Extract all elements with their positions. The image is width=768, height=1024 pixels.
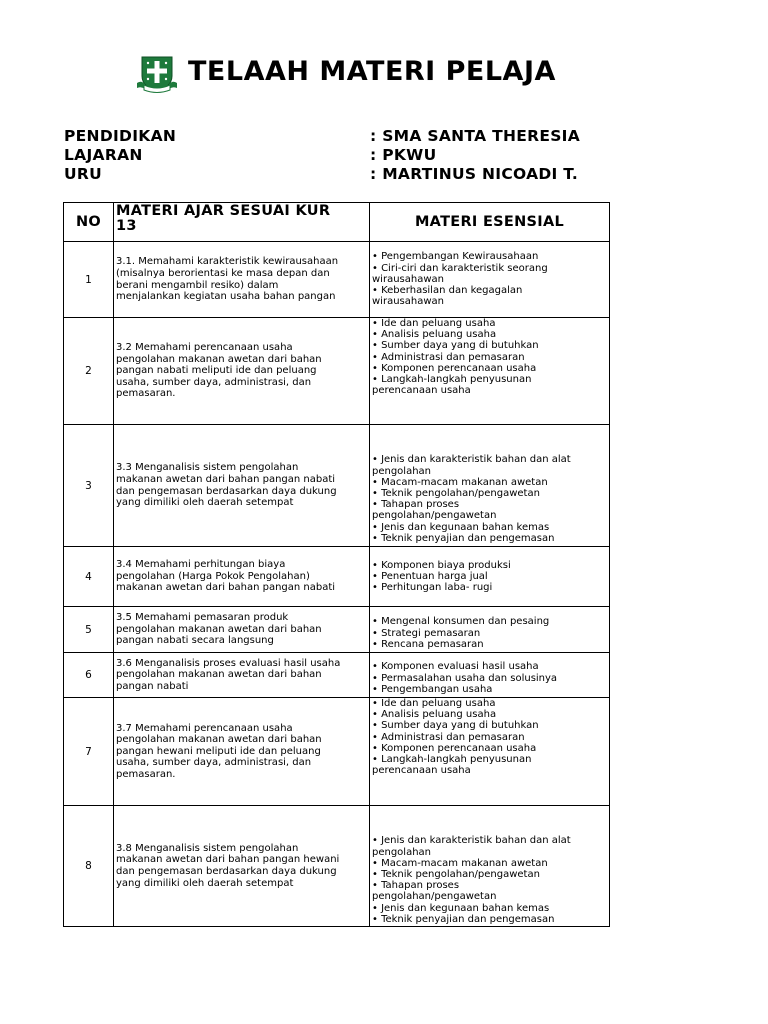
row-number: 1 (63, 241, 114, 318)
esensial-item: • Komponen evaluasi hasil usaha (372, 661, 539, 673)
row-number: 5 (63, 606, 114, 653)
esensial-item: • Pengembangan Kewirausahaan (372, 251, 539, 263)
esensial-item: • Keberhasilan dan kegagalan wirausahawan (372, 285, 523, 308)
esensial-item: • Penentuan harga jual (372, 570, 488, 582)
esensial-item: • Permasalahan usaha dan solusinya (372, 672, 558, 684)
esensial-item: • Komponen perencanaan usaha (372, 742, 537, 754)
esensial-item: • Tahapan proses pengolahan/pengawetan (372, 499, 497, 522)
esensial-item: • Macam-macam makanan awetan (372, 476, 548, 488)
header-materi-esensial: MATERI ESENSIAL (369, 202, 610, 242)
row-materi-ajar: 3.1. Memahami karakteristik kewirausahaan (misalnya berorientasi ke masa depan dan berani mengambil resiko) dalam menjalankan kegiatan usaha bahan pangan (113, 241, 370, 318)
row-materi-esensial (369, 805, 610, 927)
esensial-item: • Sumber daya yang di butuhkan (372, 340, 539, 352)
info-label-subject: LAJARAN (64, 146, 143, 164)
row-materi-esensial (369, 424, 610, 547)
header-no: NO (63, 202, 114, 242)
esensial-item: • Rencana pemasaran (372, 638, 484, 650)
esensial-item: • Analisis peluang usaha (372, 329, 497, 341)
esensial-item: • Perhitungan laba- rugi (372, 582, 493, 594)
row-number: 8 (63, 805, 114, 927)
esensial-item: • Ciri-ciri dan karakteristik seorang wirausahawan (372, 262, 548, 285)
esensial-item: • Pengembangan usaha (372, 683, 493, 695)
header-materi-ajar: MATERI AJAR SESUAI KUR 13 (113, 202, 370, 242)
esensial-item: • Jenis dan karakteristik bahan dan alat pengolahan (372, 835, 571, 858)
esensial-item: • Teknik penyajian dan pengemasan (372, 532, 555, 544)
info-label-teacher: URU (64, 165, 103, 183)
esensial-item: • Strategi pemasaran (372, 627, 481, 639)
row-materi-ajar: 3.5 Memahami pemasaran produk pengolahan makanan awetan dari bahan pangan nabati secara langsung (113, 606, 370, 653)
esensial-item: • Sumber daya yang di butuhkan (372, 720, 539, 732)
esensial-item: • Komponen biaya produksi (372, 559, 511, 571)
esensial-item: • Teknik pengolahan/pengawetan (372, 487, 540, 499)
row-number: 7 (63, 697, 114, 806)
row-number: 4 (63, 546, 114, 607)
esensial-item: • Administrasi dan pemasaran (372, 351, 525, 363)
esensial-item: • Ide dan peluang usaha (372, 698, 496, 709)
row-materi-esensial (369, 317, 610, 425)
document-title: TELAAH MATERI PELAJA (188, 56, 556, 87)
info-value-teacher: : MARTINUS NICOADI T. (370, 165, 579, 183)
esensial-item: • Jenis dan kegunaan bahan kemas (372, 521, 550, 533)
row-materi-ajar: 3.7 Memahami perencanaan usaha pengolahan makanan awetan dari bahan pangan hewani meliputi ide dan peluang usaha, sumber daya, administrasi, dan pemasaran. (113, 697, 370, 806)
esensial-item: • Langkah-langkah penyusunan perencanaan usaha (372, 754, 532, 777)
school-crest-logo (136, 54, 178, 94)
row-materi-ajar: 3.8 Menganalisis sistem pengolahan makanan awetan dari bahan pangan hewani dan pengemasan berdasarkan daya dukung yang dimiliki oleh daerah setempat (113, 805, 370, 927)
esensial-item: • Jenis dan kegunaan bahan kemas (372, 902, 550, 914)
row-number: 3 (63, 424, 114, 547)
esensial-item: • Tahapan proses pengolahan/pengawetan (372, 880, 497, 903)
info-label-school: PENDIDIKAN (64, 127, 177, 145)
esensial-item: • Ide dan peluang usaha (372, 318, 496, 329)
row-materi-ajar: 3.6 Menganalisis proses evaluasi hasil usaha pengolahan makanan awetan dari bahan pangan nabati (113, 652, 370, 698)
row-materi-esensial (369, 652, 610, 698)
info-value-school: : SMA SANTA THERESIA (370, 127, 581, 145)
info-value-subject: : PKWU (370, 146, 437, 164)
esensial-item: • Komponen perencanaan usaha (372, 362, 537, 374)
row-number: 2 (63, 317, 114, 425)
row-materi-esensial (369, 606, 610, 653)
row-materi-esensial (369, 546, 610, 607)
esensial-item: • Langkah-langkah penyusunan perencanaan usaha (372, 374, 532, 397)
esensial-item: • Jenis dan karakteristik bahan dan alat pengolahan (372, 454, 571, 477)
row-materi-esensial (369, 697, 610, 806)
row-materi-ajar: 3.2 Memahami perencanaan usaha pengolahan makanan awetan dari bahan pangan nabati meliputi ide dan peluang usaha, sumber daya, administrasi, dan pemasaran. (113, 317, 370, 425)
row-number: 6 (63, 652, 114, 698)
row-materi-esensial (369, 241, 610, 318)
esensial-item: • Macam-macam makanan awetan (372, 857, 548, 869)
esensial-item: • Mengenal konsumen dan pesaing (372, 616, 550, 628)
row-materi-ajar: 3.3 Menganalisis sistem pengolahan makanan awetan dari bahan pangan nabati dan pengemasan berdasarkan daya dukung yang dimiliki oleh daerah setempat (113, 424, 370, 547)
esensial-item: • Analisis peluang usaha (372, 709, 497, 721)
esensial-item: • Teknik penyajian dan pengemasan (372, 913, 555, 925)
esensial-item: • Administrasi dan pemasaran (372, 731, 525, 743)
esensial-item: • Teknik pengolahan/pengawetan (372, 868, 540, 880)
row-materi-ajar: 3.4 Memahami perhitungan biaya pengolahan (Harga Pokok Pengolahan) makanan awetan dari bahan pangan nabati (113, 546, 370, 607)
